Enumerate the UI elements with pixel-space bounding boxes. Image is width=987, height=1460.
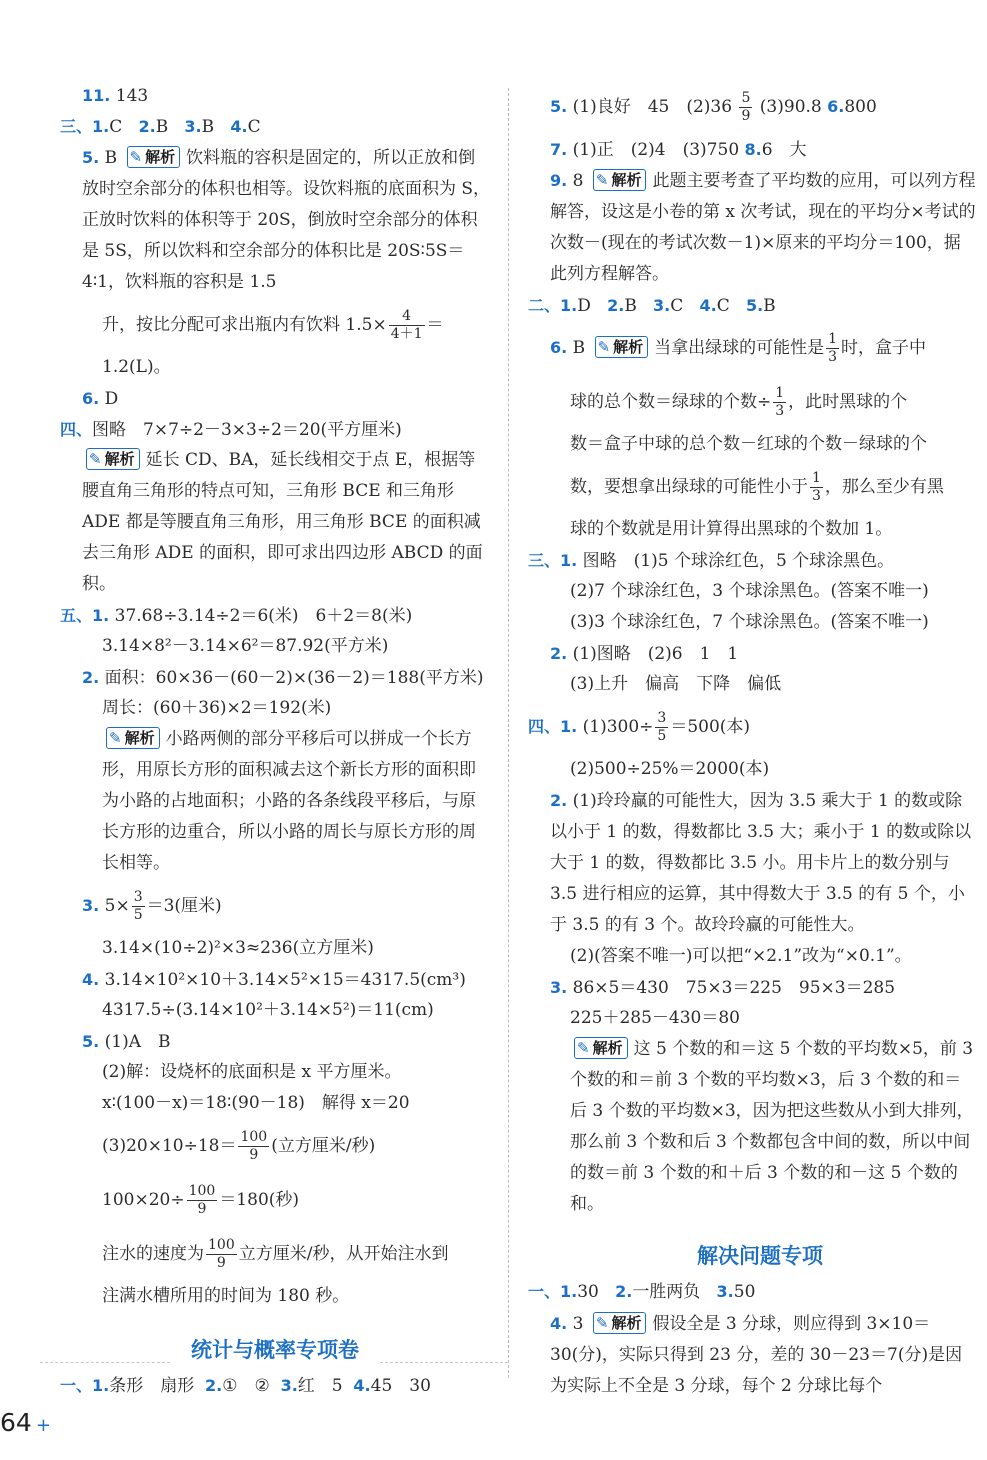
answer-text: 86×5＝430 75×3＝225 95×3＝285 — [572, 978, 896, 998]
question-number: 2. — [82, 668, 100, 687]
answer-4-3 — [550, 972, 976, 1003]
fraction-denominator: 3 — [812, 488, 821, 504]
section-2-line — [528, 290, 976, 321]
fraction-numerator: 3 — [133, 889, 143, 905]
heading-rule — [380, 1362, 508, 1363]
answer-text: 8 — [572, 171, 584, 191]
formula-line — [102, 1281, 492, 1312]
statistics-answers-line — [60, 1370, 500, 1401]
question-number: 1. — [560, 551, 578, 570]
answer-text: B — [155, 117, 169, 137]
question-number: 8. — [744, 140, 762, 159]
answer-line — [570, 669, 976, 700]
question-number: 3. — [82, 896, 100, 915]
section-5-line — [60, 600, 492, 631]
question-number: 3. — [716, 1282, 734, 1301]
question-number: 3. — [184, 117, 202, 136]
fraction-numerator: 5 — [741, 90, 751, 106]
section-heading-statistics: 统计与概率专项卷 — [191, 1337, 359, 1362]
formula-text: ＝3(厘米) — [146, 896, 222, 916]
fraction — [773, 385, 786, 420]
fraction-numerator: 3 — [657, 710, 667, 726]
answer-text: C — [247, 117, 261, 137]
plus-icon: + — [35, 1415, 51, 1436]
question-number: 4. — [699, 296, 717, 315]
answer-text: 4317.5÷(3.14×10²＋3.14×5²)＝11(cm) — [102, 1000, 434, 1020]
answer-3-2 — [550, 638, 976, 669]
formula-line — [102, 1088, 492, 1119]
answer-5-2 — [82, 662, 492, 693]
question-number: 1. — [92, 606, 110, 625]
explanation-text: 当拿出绿球的可能性是 — [654, 338, 825, 358]
fraction-numerator: 100 — [208, 1237, 235, 1253]
answer-text: (3)90.8 — [759, 97, 822, 117]
answer-text: 3.14×10²×10＋3.14×5²×15＝4317.5(cm³) — [104, 970, 466, 990]
answer-text: 50 — [733, 1282, 756, 1302]
fraction — [810, 470, 823, 505]
formula-line — [102, 995, 492, 1026]
explanation-text: 球的总个数＝绿球的个数÷ — [570, 392, 772, 412]
analysis-badge — [127, 146, 181, 168]
answer-text: 图略 7×7÷2－3×3÷2＝20(平方厘米) — [92, 420, 402, 440]
question-number: 11. — [82, 86, 111, 105]
formula-line — [102, 1119, 492, 1173]
answer-line — [570, 1003, 976, 1034]
problem-solving-answers-line — [528, 1276, 968, 1307]
answer-text: C — [716, 296, 730, 316]
question-number: 1. — [92, 1376, 110, 1395]
question-number: 4. — [230, 117, 248, 136]
answer-line — [570, 607, 976, 638]
formula-text: 1.2(L)。 — [102, 357, 171, 377]
section-number: 一、 — [60, 1376, 93, 1395]
question-number: 2. — [615, 1282, 633, 1301]
answer-text: 6 大 — [761, 140, 807, 160]
heading-rule — [40, 1362, 170, 1363]
explanation-text: 小路两侧的部分平移后可以拼成一个长方形，用原长方形的面积减去这个新长方形的面积即为小路的占地面积；小路的各条线段平移后，与原长方形的边重合，所以小路的周长与原长方形的周长相等。 — [102, 729, 476, 873]
explanation-text: 时，盒子中 — [841, 338, 927, 358]
answer-6 — [82, 383, 492, 414]
problem-4-explanation — [550, 1308, 976, 1402]
answer-text: (2)500÷25%＝2000(本) — [570, 759, 770, 779]
fraction — [826, 331, 839, 366]
formula-text: (1)300÷ — [582, 717, 654, 737]
question-number: 2. — [138, 117, 156, 136]
question-number: 2. — [607, 296, 625, 315]
column-divider — [508, 88, 509, 1378]
answer-text: B — [104, 148, 118, 168]
section-number: 四、 — [528, 717, 561, 736]
badge-label: 解析 — [145, 148, 176, 166]
formula-text: ＝500(本) — [670, 717, 751, 737]
section-number: 五、 — [60, 606, 93, 625]
answer-text: B — [763, 296, 776, 316]
answer-5-4 — [82, 964, 492, 995]
section-heading-problem-solving: 解决问题专项 — [697, 1243, 823, 1268]
formula-text: 立方厘米/秒，从开始注水到 — [238, 1244, 449, 1264]
section-3-line — [60, 111, 492, 142]
answer-text: (3)3 个球涂红色，7 个球涂黑色。(答案不唯一) — [570, 612, 929, 632]
formula-line — [102, 1057, 492, 1088]
section-4-explanation — [82, 445, 492, 600]
pencil-icon: ✎ — [89, 450, 102, 468]
answer-text: 800 — [844, 97, 877, 117]
question-number: 2. — [205, 1376, 223, 1395]
answer-line — [570, 576, 976, 607]
pencil-icon: ✎ — [595, 1314, 609, 1332]
badge-label: 解析 — [124, 729, 155, 747]
answer-text: 225＋285－430＝80 — [570, 1008, 740, 1028]
answer-5-2-explanation — [102, 724, 492, 879]
answer-4-2 — [550, 785, 976, 941]
answer-text: B — [572, 338, 586, 358]
pencil-icon: ✎ — [129, 148, 143, 166]
answer-text: 37.68÷3.14÷2＝6(米) 6＋2＝8(米) — [114, 606, 413, 626]
question-number: 1. — [560, 296, 578, 315]
answer-text: (2)解：设烧杯的底面积是 x 平方厘米。 — [102, 1062, 402, 1082]
fraction — [238, 1129, 269, 1164]
page-number-text: 64 — [0, 1408, 32, 1437]
explanation-line — [570, 460, 976, 514]
formula-text: 升，按比分配可求出瓶内有饮料 1.5× — [102, 315, 387, 335]
left-column — [60, 80, 492, 1312]
page-number — [0, 1408, 51, 1437]
formula-line — [102, 1173, 492, 1227]
answer-4-3-explanation — [570, 1034, 976, 1220]
badge-label: 解析 — [611, 171, 642, 189]
fraction-denominator: 5 — [133, 907, 143, 923]
answer-5-3 — [82, 879, 492, 933]
answer-text: (3)上升 偏高 下降 偏低 — [570, 674, 782, 694]
question-number: 5. — [550, 97, 568, 116]
answer-text: D — [577, 296, 591, 316]
pencil-icon: ✎ — [109, 729, 122, 747]
explanation-text: 延长 CD、BA，延长线相交于点 E，根据等腰直角三角形的特点可知，三角形 BCE 和三角形 ADE 都是等腰直角三角形，用三角形 BCE 的面积减去三角形 ADE 的面积，即可求出四边形 ABCD 的面积。 — [82, 450, 483, 594]
fraction-denominator: 4＋1 — [390, 326, 423, 342]
answer-text: (1)良好 45 (2)36 — [572, 97, 733, 117]
question-number: 4. — [82, 970, 100, 989]
explanation-text: 假设全是 3 分球，则应得到 3×10＝30(分)，实际只得到 23 分，差的 30－23＝7(分)是因为实际上不全是 3 分球，每个 2 分球比每个 — [550, 1314, 963, 1396]
section-number: 三、 — [60, 117, 93, 136]
badge-label: 解析 — [613, 338, 644, 356]
fraction-denominator: 3 — [828, 349, 838, 365]
badge-label: 解析 — [592, 1039, 623, 1057]
answer-text: 45 30 — [370, 1376, 431, 1396]
fraction-denominator: 9 — [249, 1147, 259, 1163]
answer-9-explanation — [550, 165, 976, 290]
answer-text: 条形 扇形 — [109, 1376, 195, 1396]
fraction-numerator: 1 — [828, 331, 838, 347]
fraction-denominator: 9 — [741, 108, 751, 124]
analysis-badge — [574, 1037, 628, 1059]
question-number: 5. — [745, 296, 764, 315]
formula-text: ＝180(秒) — [219, 1190, 300, 1210]
question-number: 6. — [550, 338, 568, 357]
answer-text: 3.14×(10÷2)²×3≈236(立方厘米) — [102, 938, 374, 958]
answer-7 — [550, 134, 976, 165]
explanation-text: ，此时黑球的个 — [788, 392, 908, 412]
formula-text: 注水的速度为 — [102, 1244, 204, 1264]
answer-text: (1)玲玲赢的可能性大，因为 3.5 乘大于 1 的数或除以小于 1 的数，得数都比 3.5 大；乘小于 1 的数或除以大于 1 的数，得数都比 3.5 小。用卡片上的数分别与 3.5 进行相应的运算，其中得数大于 3.5 的有 5 个，小于 3.5 的有 3 个。故玲玲赢的可能性大。 — [550, 791, 972, 935]
formula-line — [102, 631, 492, 662]
question-number: 6. — [827, 97, 845, 116]
pencil-icon: ✎ — [577, 1039, 590, 1057]
fraction-denominator: 5 — [657, 728, 667, 744]
fraction-numerator: 1 — [812, 470, 821, 486]
explanation-line — [570, 514, 976, 545]
formula-line — [102, 298, 492, 352]
question-number: 2. — [550, 644, 568, 663]
formula-text: ＝ — [426, 315, 444, 335]
answer-text: (1)A B — [104, 1032, 171, 1052]
section-3-line-right — [528, 545, 976, 576]
formula-text: 100×20÷ — [102, 1190, 185, 1210]
analysis-badge — [86, 448, 140, 470]
answer-text: 红 5 — [297, 1376, 343, 1396]
section-4-line-right — [528, 700, 976, 754]
answer-text: C — [109, 117, 123, 137]
question-number: 3. — [653, 296, 671, 315]
answer-text: D — [104, 389, 119, 409]
explanation-text: 球的个数就是用计算得出黑球的个数加 1。 — [570, 519, 893, 539]
fraction-numerator: 100 — [188, 1183, 216, 1199]
badge-label: 解析 — [611, 1314, 642, 1332]
explanation-text: 饮料瓶的容积是固定的，所以正放和倒放时空余部分的体积也相等。设饮料瓶的底面积为 S，正放时饮料的体积等于 20S，倒放时空余部分的体积是 5S，所以饮料和空余部分的体积比是 20S∶5S＝4∶1，饮料瓶的容积是 1.5 — [82, 148, 491, 292]
formula-line — [102, 693, 492, 724]
answer-text: (1)正 (2)4 (3)750 — [572, 140, 740, 160]
question-number: 3. — [550, 978, 568, 997]
question-number: 3. — [280, 1376, 298, 1395]
fraction — [132, 889, 145, 924]
question-number: 9. — [550, 171, 568, 190]
question-number: 1. — [560, 717, 578, 736]
answer-text: 面积：60×36－(60－2)×(36－2)＝188(平方米) — [104, 668, 484, 688]
question-number: 2. — [550, 791, 568, 810]
right-column — [528, 80, 976, 1220]
section-number: 四、 — [60, 420, 93, 439]
answer-text: C — [670, 296, 684, 316]
explanation-line — [570, 429, 976, 460]
answer-text: B — [201, 117, 215, 137]
analysis-badge — [106, 727, 160, 749]
explanation-text: 数，要想拿出绿球的可能性小于 — [570, 477, 808, 497]
question-number: 1. — [92, 117, 110, 136]
section-number: 二、 — [528, 296, 561, 315]
section-number: 一、 — [528, 1282, 561, 1301]
analysis-badge — [593, 1312, 647, 1334]
fraction — [206, 1237, 237, 1272]
explanation-text: 此题主要考查了平均数的应用，可以列方程解答，设这是小卷的第 x 次考试，现在的平均分×考试的次数－(现在的考试次数－1)×原来的平均分＝100，据此列方程解答。 — [550, 171, 976, 284]
answer-5-explanation — [82, 142, 492, 298]
fraction — [187, 1183, 218, 1218]
answer-5 — [550, 80, 976, 134]
formula-line — [102, 1227, 492, 1281]
fraction-numerator: 100 — [240, 1129, 268, 1145]
formula-text: (立方厘米/秒) — [271, 1136, 376, 1156]
formula-text: 5× — [104, 896, 130, 916]
fraction-denominator: 3 — [775, 403, 785, 419]
answer-text: 143 — [115, 86, 149, 106]
explanation-line — [570, 375, 976, 429]
question-number: 5. — [82, 148, 100, 167]
question-number: 6. — [82, 389, 100, 408]
answer-text: 周长：(60＋36)×2＝192(米) — [102, 698, 332, 718]
answer-text: 3 — [572, 1314, 584, 1334]
fraction-denominator: 9 — [197, 1201, 207, 1217]
answer-text: (1)图略 (2)6 1 1 — [572, 644, 739, 664]
formula-text: (3)20×10÷18＝ — [102, 1136, 237, 1156]
analysis-badge — [593, 169, 647, 191]
question-number: 4. — [550, 1314, 568, 1333]
explanation-text: 数＝盒子中球的总个数－红球的个数－绿球的个 — [570, 434, 927, 454]
answer-text: (2)7 个球涂红色，3 个球涂黑色。(答案不唯一) — [570, 581, 929, 601]
section-number: 三、 — [528, 551, 561, 570]
fraction — [655, 710, 668, 745]
answer-line — [570, 754, 976, 785]
fraction-denominator: 9 — [216, 1255, 226, 1271]
answer-text: (2)(答案不唯一)可以把“×2.1”改为“×0.1”。 — [570, 946, 912, 966]
answer-text: 一胜两负 — [632, 1282, 701, 1302]
explanation-text: ，那么至少有黑 — [824, 477, 944, 497]
fraction — [389, 308, 425, 343]
answer-6-explanation — [550, 321, 976, 375]
fraction-numerator: 4 — [389, 308, 425, 326]
analysis-badge — [595, 336, 649, 358]
section-4-line — [60, 414, 492, 445]
question-number: 7. — [550, 140, 568, 159]
answer-text: x∶(100－x)＝18∶(90－18) 解得 x＝20 — [102, 1093, 410, 1113]
answer-text: 图略 (1)5 个球涂红色，5 个球涂黑色。 — [582, 551, 895, 571]
pencil-icon: ✎ — [597, 338, 611, 356]
answer-text: ① ② — [222, 1376, 270, 1396]
explanation-text: 这 5 个数的和＝这 5 个数的平均数×5，前 3 个数的和＝前 3 个数的平均数×3，后 3 个数的和＝后 3 个数的平均数×3，因为把这些数从小到大排列，那么前 3 个数和后 3 个数都包含中间的数，所以中间的数＝前 3 个数的和＋后 3 个数的和－这 5 个数的和。 — [570, 1039, 974, 1214]
question-number: 1. — [560, 1282, 578, 1301]
answer-text: B — [624, 296, 637, 316]
formula-result — [102, 352, 492, 383]
answer-text: 30 — [577, 1282, 599, 1302]
question-number: 5. — [82, 1032, 100, 1051]
answer-11 — [82, 80, 492, 111]
answer-text: 3.14×8²－3.14×6²＝87.92(平方米) — [102, 636, 389, 656]
badge-label: 解析 — [104, 450, 135, 468]
question-number: 4. — [353, 1376, 371, 1395]
answer-text: 注满水槽所用的时间为 180 秒。 — [102, 1286, 350, 1306]
formula-line — [102, 933, 492, 964]
answer-5-5 — [82, 1026, 492, 1057]
fraction — [739, 90, 752, 125]
pencil-icon: ✎ — [595, 171, 609, 189]
answer-line — [570, 941, 976, 972]
fraction-numerator: 1 — [775, 385, 785, 401]
